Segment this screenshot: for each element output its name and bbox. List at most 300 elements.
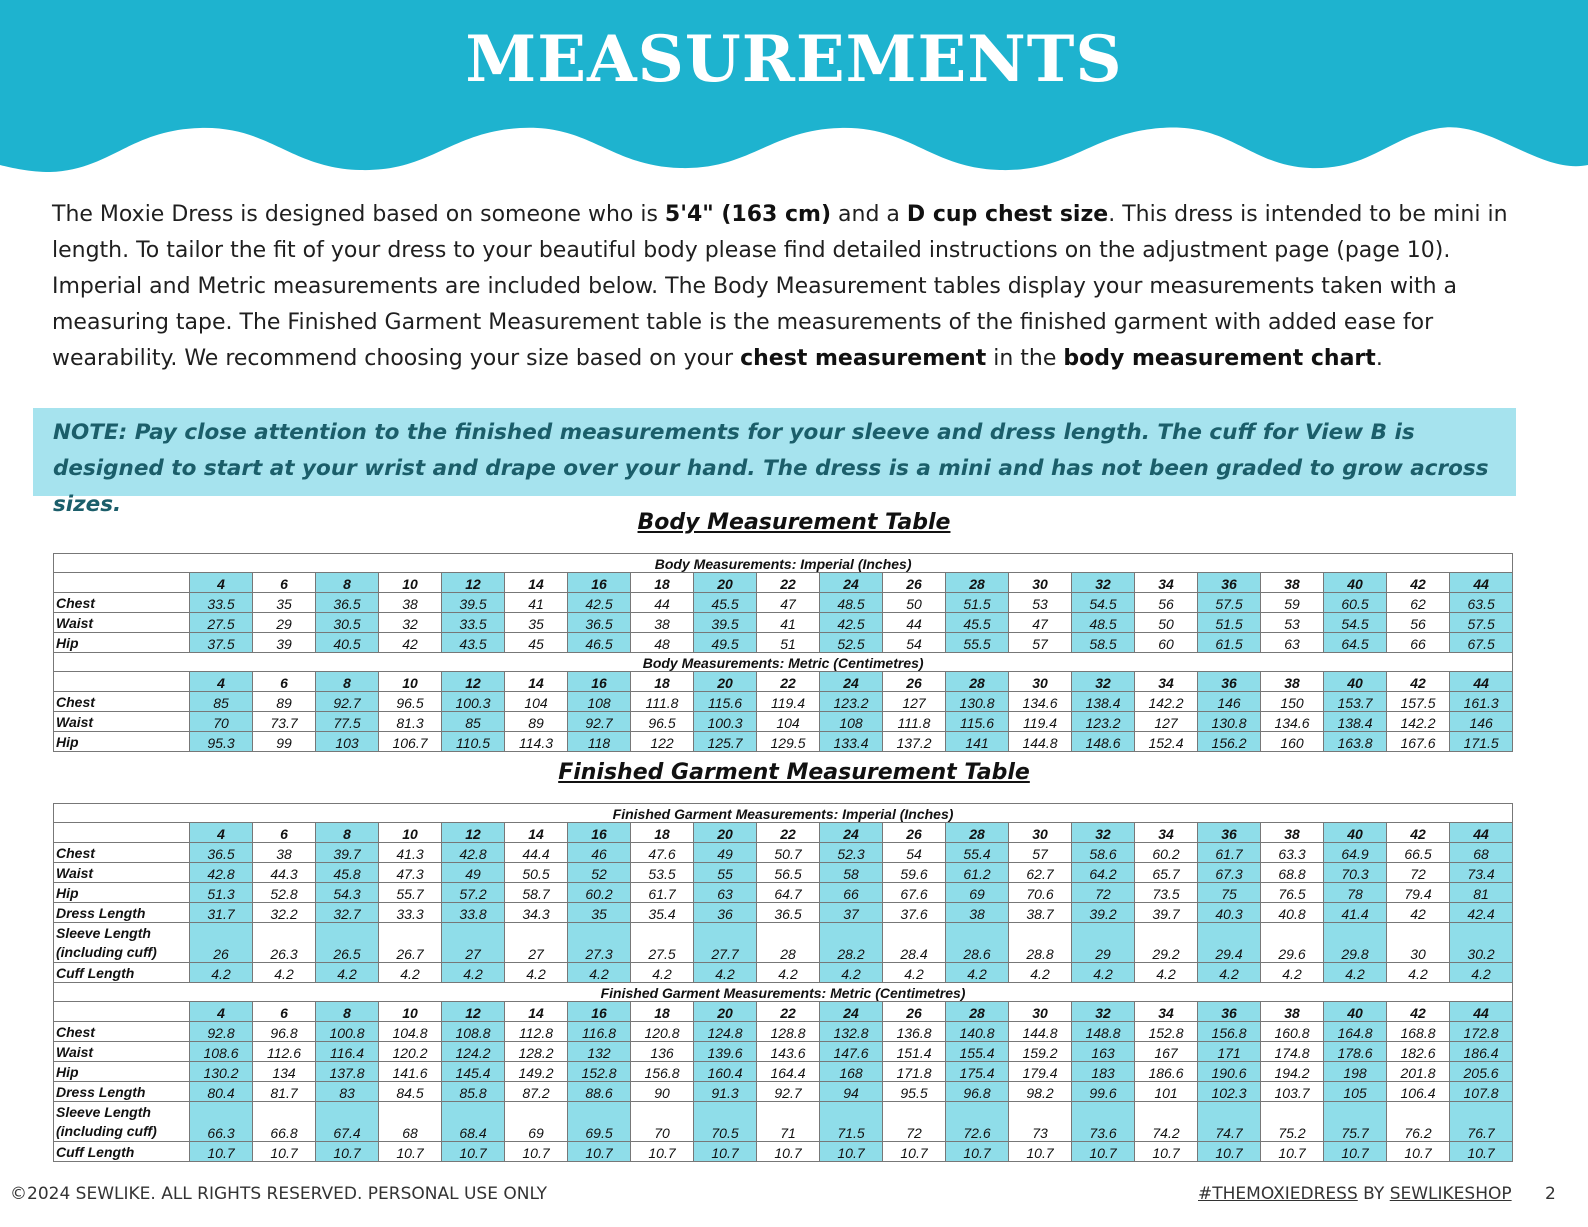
size-header-row: [54, 823, 1513, 843]
measurement-cell: 59: [1261, 593, 1324, 613]
measurement-cell: 62: [1387, 593, 1450, 613]
measurement-cell: 68.8: [1261, 863, 1324, 883]
measurement-cell: 172.8: [1450, 1022, 1513, 1042]
measurement-cell: 171.8: [883, 1062, 946, 1082]
measurement-cell: 108: [820, 712, 883, 732]
measurement-cell: 119.4: [1009, 712, 1072, 732]
measurement-cell: 53: [1261, 613, 1324, 633]
measurement-cell: 4.2: [505, 963, 568, 983]
measurement-cell: 56: [1387, 613, 1450, 633]
measurement-cell: 81.7: [253, 1082, 316, 1102]
measurement-cell: 51.5: [946, 593, 1009, 613]
size-header-cell: 28: [946, 823, 1009, 843]
measurement-cell: 26.5: [316, 923, 379, 963]
note-callout: NOTE: Pay close attention to the finished measurements for your sleeve and dress length. The cuff for View B is designed to start at your wrist and drape over your hand. The dress is a mini and has not been graded to grow across sizes.: [33, 408, 1516, 496]
size-header-cell: 42: [1387, 573, 1450, 593]
page-title: MEASUREMENTS: [465, 22, 1123, 97]
measurement-cell: 68: [1450, 843, 1513, 863]
measurement-cell: 73.5: [1135, 883, 1198, 903]
measurement-cell: 53.5: [631, 863, 694, 883]
measurement-cell: 32.7: [316, 903, 379, 923]
measurement-cell: 28.4: [883, 923, 946, 963]
measurement-cell: 183: [1072, 1062, 1135, 1082]
measurement-cell: 41.3: [379, 843, 442, 863]
size-header-cell: 32: [1072, 573, 1135, 593]
measurement-cell: 35.4: [631, 903, 694, 923]
measurement-cell: 38: [631, 613, 694, 633]
size-header-cell: 4: [190, 573, 253, 593]
measurement-cell: 10.7: [694, 1142, 757, 1162]
measurement-cell: 58: [820, 863, 883, 883]
table-row: [54, 692, 1513, 712]
measurement-cell: 4.2: [1009, 963, 1072, 983]
measurement-cell: 134: [253, 1062, 316, 1082]
measurement-cell: 4.2: [946, 963, 1009, 983]
size-header-cell: 4: [190, 672, 253, 692]
measurement-cell: 130.8: [1198, 712, 1261, 732]
measurement-cell: 32.2: [253, 903, 316, 923]
measurement-cell: 35: [253, 593, 316, 613]
measurement-cell: 4.2: [883, 963, 946, 983]
size-header-cell: 36: [1198, 573, 1261, 593]
size-header-cell: 22: [757, 672, 820, 692]
measurement-cell: 37.5: [190, 633, 253, 653]
measurement-cell: 163: [1072, 1042, 1135, 1062]
measurement-cell: 47: [757, 593, 820, 613]
table-row: [54, 1022, 1513, 1042]
row-label: Hip: [54, 633, 190, 653]
measurement-cell: 51.5: [1198, 613, 1261, 633]
measurement-cell: 55: [694, 863, 757, 883]
size-header-cell: 14: [505, 1002, 568, 1022]
measurement-cell: 28.2: [820, 923, 883, 963]
row-label: Chest: [54, 593, 190, 613]
measurement-cell: 36.5: [757, 903, 820, 923]
measurement-cell: 171: [1198, 1042, 1261, 1062]
measurement-cell: 30: [1387, 923, 1450, 963]
measurement-cell: 77.5: [316, 712, 379, 732]
size-header-cell: 20: [694, 672, 757, 692]
measurement-cell: 52: [568, 863, 631, 883]
measurement-cell: 151.4: [883, 1042, 946, 1062]
measurement-cell: 4.2: [631, 963, 694, 983]
measurement-cell: 46: [568, 843, 631, 863]
measurement-cell: 147.6: [820, 1042, 883, 1062]
measurement-cell: 75: [1198, 883, 1261, 903]
measurement-cell: 96.8: [946, 1082, 1009, 1102]
measurement-cell: 114.3: [505, 732, 568, 752]
measurement-cell: 4.2: [694, 963, 757, 983]
measurement-cell: 129.5: [757, 732, 820, 752]
measurement-cell: 69.5: [568, 1102, 631, 1142]
measurement-cell: 168: [820, 1062, 883, 1082]
measurement-cell: 10.7: [1009, 1142, 1072, 1162]
measurement-cell: 49.5: [694, 633, 757, 653]
size-header-cell: 12: [442, 573, 505, 593]
size-header-cell: 8: [316, 672, 379, 692]
measurement-cell: 76.2: [1387, 1102, 1450, 1142]
measurement-cell: 4.2: [820, 963, 883, 983]
measurement-cell: 78: [1324, 883, 1387, 903]
measurement-cell: 67.5: [1450, 633, 1513, 653]
body-measurement-table-title: Body Measurement Table: [637, 510, 951, 535]
row-label: Hip: [54, 732, 190, 752]
measurement-cell: 56: [1135, 593, 1198, 613]
measurement-cell: 164.4: [757, 1062, 820, 1082]
measurement-cell: 44.4: [505, 843, 568, 863]
measurement-cell: 130.2: [190, 1062, 253, 1082]
measurement-cell: 111.8: [631, 692, 694, 712]
measurement-cell: 41.4: [1324, 903, 1387, 923]
size-header-cell: 36: [1198, 1002, 1261, 1022]
measurement-cell: 161.3: [1450, 692, 1513, 712]
measurement-cell: 52.5: [820, 633, 883, 653]
measurement-cell: 205.6: [1450, 1062, 1513, 1082]
measurement-cell: 201.8: [1387, 1062, 1450, 1082]
measurement-cell: 160.8: [1261, 1022, 1324, 1042]
measurement-cell: 33.8: [442, 903, 505, 923]
measurement-cell: 54.3: [316, 883, 379, 903]
measurement-cell: 134.6: [1009, 692, 1072, 712]
size-header-cell: 22: [757, 823, 820, 843]
size-header-cell: 22: [757, 1002, 820, 1022]
measurement-cell: 94: [820, 1082, 883, 1102]
measurement-cell: 39.7: [316, 843, 379, 863]
measurement-cell: 128.8: [757, 1022, 820, 1042]
measurement-cell: 46.5: [568, 633, 631, 653]
measurement-cell: 58.5: [1072, 633, 1135, 653]
measurement-cell: 163.8: [1324, 732, 1387, 752]
measurement-cell: 105: [1324, 1082, 1387, 1102]
measurement-cell: 148.8: [1072, 1022, 1135, 1042]
measurement-cell: 49: [694, 843, 757, 863]
table-row: [54, 1062, 1513, 1082]
shop-link[interactable]: SEWLIKESHOP: [1389, 1184, 1512, 1204]
measurement-cell: 160.4: [694, 1062, 757, 1082]
measurement-cell: 81.3: [379, 712, 442, 732]
size-header-cell: 6: [253, 823, 316, 843]
size-header-cell: 16: [568, 573, 631, 593]
measurement-cell: 146: [1450, 712, 1513, 732]
size-header-cell: 24: [820, 573, 883, 593]
measurement-cell: 4.2: [1198, 963, 1261, 983]
size-header-cell: 30: [1009, 672, 1072, 692]
table-section-caption: Finished Garment Measurements: Imperial (Inches): [54, 804, 1513, 823]
measurement-cell: 10.7: [820, 1142, 883, 1162]
measurement-cell: 143.6: [757, 1042, 820, 1062]
row-label: Waist: [54, 863, 190, 883]
size-header-cell: 6: [253, 1002, 316, 1022]
table-section-caption: Body Measurements: Metric (Centimetres): [54, 653, 1513, 672]
measurement-cell: 10.7: [568, 1142, 631, 1162]
measurement-cell: 10.7: [1324, 1142, 1387, 1162]
measurement-cell: 47.6: [631, 843, 694, 863]
size-header-cell: 30: [1009, 823, 1072, 843]
measurement-cell: 111.8: [883, 712, 946, 732]
size-header-cell: 24: [820, 672, 883, 692]
size-header-cell: 28: [946, 573, 1009, 593]
measurement-cell: 85: [442, 712, 505, 732]
size-header-cell: 34: [1135, 823, 1198, 843]
measurement-cell: 61.7: [1198, 843, 1261, 863]
row-label: Cuff Length: [54, 1142, 190, 1162]
measurement-cell: 175.4: [946, 1062, 1009, 1082]
measurement-cell: 66: [820, 883, 883, 903]
measurement-cell: 57.5: [1198, 593, 1261, 613]
measurement-cell: 88.6: [568, 1082, 631, 1102]
size-header-cell: 18: [631, 1002, 694, 1022]
measurement-cell: 4.2: [316, 963, 379, 983]
row-label: Sleeve Length (including cuff): [54, 923, 190, 963]
measurement-cell: 108.6: [190, 1042, 253, 1062]
measurement-cell: 63: [1261, 633, 1324, 653]
measurement-cell: 168.8: [1387, 1022, 1450, 1042]
measurement-cell: 128.2: [505, 1042, 568, 1062]
measurement-cell: 4.2: [1450, 963, 1513, 983]
size-header-cell: 16: [568, 1002, 631, 1022]
measurement-cell: 70.6: [1009, 883, 1072, 903]
measurement-cell: 160: [1261, 732, 1324, 752]
table-section-caption: Finished Garment Measurements: Metric (Centimetres): [54, 983, 1513, 1002]
measurement-cell: 29.2: [1135, 923, 1198, 963]
measurement-cell: 116.4: [316, 1042, 379, 1062]
measurement-cell: 42.5: [568, 593, 631, 613]
measurement-cell: 64.9: [1324, 843, 1387, 863]
measurement-cell: 26: [190, 923, 253, 963]
measurement-cell: 56.5: [757, 863, 820, 883]
size-header-cell: 34: [1135, 1002, 1198, 1022]
measurement-cell: 179.4: [1009, 1062, 1072, 1082]
measurement-cell: 67.3: [1198, 863, 1261, 883]
measurement-cell: 42.8: [442, 843, 505, 863]
measurement-cell: 107.8: [1450, 1082, 1513, 1102]
measurement-cell: 42.4: [1450, 903, 1513, 923]
size-header-cell: 18: [631, 672, 694, 692]
measurement-cell: 44: [883, 613, 946, 633]
row-label: Waist: [54, 613, 190, 633]
measurement-cell: 182.6: [1387, 1042, 1450, 1062]
measurement-cell: 137.2: [883, 732, 946, 752]
measurement-cell: 26.7: [379, 923, 442, 963]
size-header-cell: 12: [442, 672, 505, 692]
size-header-cell: 22: [757, 573, 820, 593]
measurement-cell: 149.2: [505, 1062, 568, 1082]
row-label: Chest: [54, 1022, 190, 1042]
measurement-cell: 137.8: [316, 1062, 379, 1082]
measurement-cell: 96.5: [631, 712, 694, 732]
measurement-cell: 139.6: [694, 1042, 757, 1062]
size-header-cell: 16: [568, 672, 631, 692]
measurement-cell: 39.5: [442, 593, 505, 613]
measurement-cell: 67.4: [316, 1102, 379, 1142]
measurement-cell: 34.3: [505, 903, 568, 923]
measurement-cell: 51.3: [190, 883, 253, 903]
measurement-cell: 31.7: [190, 903, 253, 923]
page-number: 2: [1545, 1184, 1556, 1204]
measurement-cell: 71.5: [820, 1102, 883, 1142]
table-row: [54, 732, 1513, 752]
size-header-row: [54, 573, 1513, 593]
measurement-cell: 132: [568, 1042, 631, 1062]
measurement-cell: 96.5: [379, 692, 442, 712]
measurement-cell: 92.7: [316, 692, 379, 712]
measurement-cell: 28: [757, 923, 820, 963]
measurement-cell: 75.2: [1261, 1102, 1324, 1142]
size-header-cell: 14: [505, 573, 568, 593]
size-header-cell: 32: [1072, 823, 1135, 843]
measurement-cell: 29: [253, 613, 316, 633]
measurement-cell: 29.4: [1198, 923, 1261, 963]
measurement-cell: 55.7: [379, 883, 442, 903]
measurement-cell: 138.4: [1324, 712, 1387, 732]
size-header-cell: 38: [1261, 823, 1324, 843]
measurement-cell: 127: [1135, 712, 1198, 732]
measurement-cell: 27: [442, 923, 505, 963]
measurement-cell: 152.8: [568, 1062, 631, 1082]
size-header-cell: 20: [694, 1002, 757, 1022]
measurement-cell: 120.8: [631, 1022, 694, 1042]
table-row: [54, 712, 1513, 732]
row-label: Dress Length: [54, 1082, 190, 1102]
measurement-cell: 27.3: [568, 923, 631, 963]
measurement-cell: 36: [694, 903, 757, 923]
measurement-cell: 100.3: [694, 712, 757, 732]
size-header-cell: 40: [1324, 1002, 1387, 1022]
measurement-cell: 28.6: [946, 923, 1009, 963]
measurement-cell: 70.5: [694, 1102, 757, 1142]
measurement-cell: 10.7: [379, 1142, 442, 1162]
measurement-cell: 60: [1135, 633, 1198, 653]
measurement-cell: 122: [631, 732, 694, 752]
size-header-row: [54, 1002, 1513, 1022]
measurement-cell: 53: [1009, 593, 1072, 613]
measurement-cell: 67.6: [883, 883, 946, 903]
measurement-cell: 87.2: [505, 1082, 568, 1102]
size-header-cell: 10: [379, 1002, 442, 1022]
measurement-cell: 4.2: [190, 963, 253, 983]
measurement-cell: 50: [1135, 613, 1198, 633]
measurement-cell: 47.3: [379, 863, 442, 883]
row-label: Waist: [54, 712, 190, 732]
measurement-cell: 72: [883, 1102, 946, 1142]
size-header-cell: 18: [631, 823, 694, 843]
measurement-cell: 92.8: [190, 1022, 253, 1042]
size-header-cell: 26: [883, 672, 946, 692]
size-header-cell: 44: [1450, 573, 1513, 593]
measurement-cell: 68: [379, 1102, 442, 1142]
size-header-cell: 38: [1261, 1002, 1324, 1022]
measurement-cell: 61.5: [1198, 633, 1261, 653]
measurement-cell: 37.6: [883, 903, 946, 923]
measurement-cell: 98.2: [1009, 1082, 1072, 1102]
size-header-cell: 8: [316, 573, 379, 593]
measurement-cell: 164.8: [1324, 1022, 1387, 1042]
measurement-cell: 4.2: [1135, 963, 1198, 983]
measurement-cell: 30.5: [316, 613, 379, 633]
measurement-cell: 57: [1009, 843, 1072, 863]
measurement-cell: 125.7: [694, 732, 757, 752]
measurement-cell: 127: [883, 692, 946, 712]
measurement-cell: 152.4: [1135, 732, 1198, 752]
size-header-cell: 12: [442, 823, 505, 843]
measurement-cell: 104: [757, 712, 820, 732]
measurement-cell: 4.2: [1072, 963, 1135, 983]
measurement-cell: 44.3: [253, 863, 316, 883]
size-header-cell: 40: [1324, 573, 1387, 593]
measurement-cell: 40.8: [1261, 903, 1324, 923]
measurement-cell: 57: [1009, 633, 1072, 653]
measurement-cell: 70.3: [1324, 863, 1387, 883]
size-header-cell: 42: [1387, 672, 1450, 692]
size-header-cell: 34: [1135, 573, 1198, 593]
measurement-cell: 133.4: [820, 732, 883, 752]
table-row: [54, 863, 1513, 883]
measurement-cell: 74.7: [1198, 1102, 1261, 1142]
size-header-cell: 38: [1261, 672, 1324, 692]
size-header-cell: 14: [505, 823, 568, 843]
measurement-cell: 27: [505, 923, 568, 963]
measurement-cell: 41: [505, 593, 568, 613]
measurement-cell: 130.8: [946, 692, 1009, 712]
measurement-cell: 171.5: [1450, 732, 1513, 752]
size-header-cell: 40: [1324, 672, 1387, 692]
measurement-cell: 148.6: [1072, 732, 1135, 752]
measurement-cell: 39.7: [1135, 903, 1198, 923]
measurement-cell: 10.7: [883, 1142, 946, 1162]
size-header-cell: 32: [1072, 672, 1135, 692]
size-header-cell: 6: [253, 573, 316, 593]
measurement-cell: 27.5: [190, 613, 253, 633]
measurement-cell: 10.7: [1387, 1142, 1450, 1162]
hashtag-link[interactable]: #THEMOXIEDRESS: [1198, 1184, 1358, 1204]
measurement-cell: 52.3: [820, 843, 883, 863]
measurement-cell: 40.5: [316, 633, 379, 653]
measurement-cell: 40.3: [1198, 903, 1261, 923]
measurement-cell: 4.2: [1324, 963, 1387, 983]
measurement-cell: 30.2: [1450, 923, 1513, 963]
measurement-cell: 10.7: [190, 1142, 253, 1162]
table-row: [54, 1042, 1513, 1062]
measurement-cell: 136: [631, 1042, 694, 1062]
measurement-cell: 54: [883, 633, 946, 653]
measurement-cell: 66.3: [190, 1102, 253, 1142]
measurement-cell: 48.5: [1072, 613, 1135, 633]
measurement-cell: 48: [631, 633, 694, 653]
header-corner-cell: [54, 672, 190, 692]
measurement-cell: 142.2: [1387, 712, 1450, 732]
measurement-cell: 62.7: [1009, 863, 1072, 883]
measurement-cell: 73.7: [253, 712, 316, 732]
measurement-cell: 123.2: [820, 692, 883, 712]
measurement-cell: 38: [253, 843, 316, 863]
measurement-cell: 10.7: [1450, 1142, 1513, 1162]
measurement-cell: 167.6: [1387, 732, 1450, 752]
row-label: Chest: [54, 692, 190, 712]
measurement-cell: 70: [631, 1102, 694, 1142]
measurement-cell: 155.4: [946, 1042, 1009, 1062]
measurement-cell: 81: [1450, 883, 1513, 903]
measurement-cell: 61.7: [631, 883, 694, 903]
size-header-cell: 26: [883, 823, 946, 843]
measurement-cell: 96.8: [253, 1022, 316, 1042]
measurement-cell: 186.6: [1135, 1062, 1198, 1082]
header-corner-cell: [54, 1002, 190, 1022]
size-header-cell: 32: [1072, 1002, 1135, 1022]
row-label: Waist: [54, 1042, 190, 1062]
measurement-cell: 159.2: [1009, 1042, 1072, 1062]
measurement-cell: 59.6: [883, 863, 946, 883]
measurement-cell: 150: [1261, 692, 1324, 712]
